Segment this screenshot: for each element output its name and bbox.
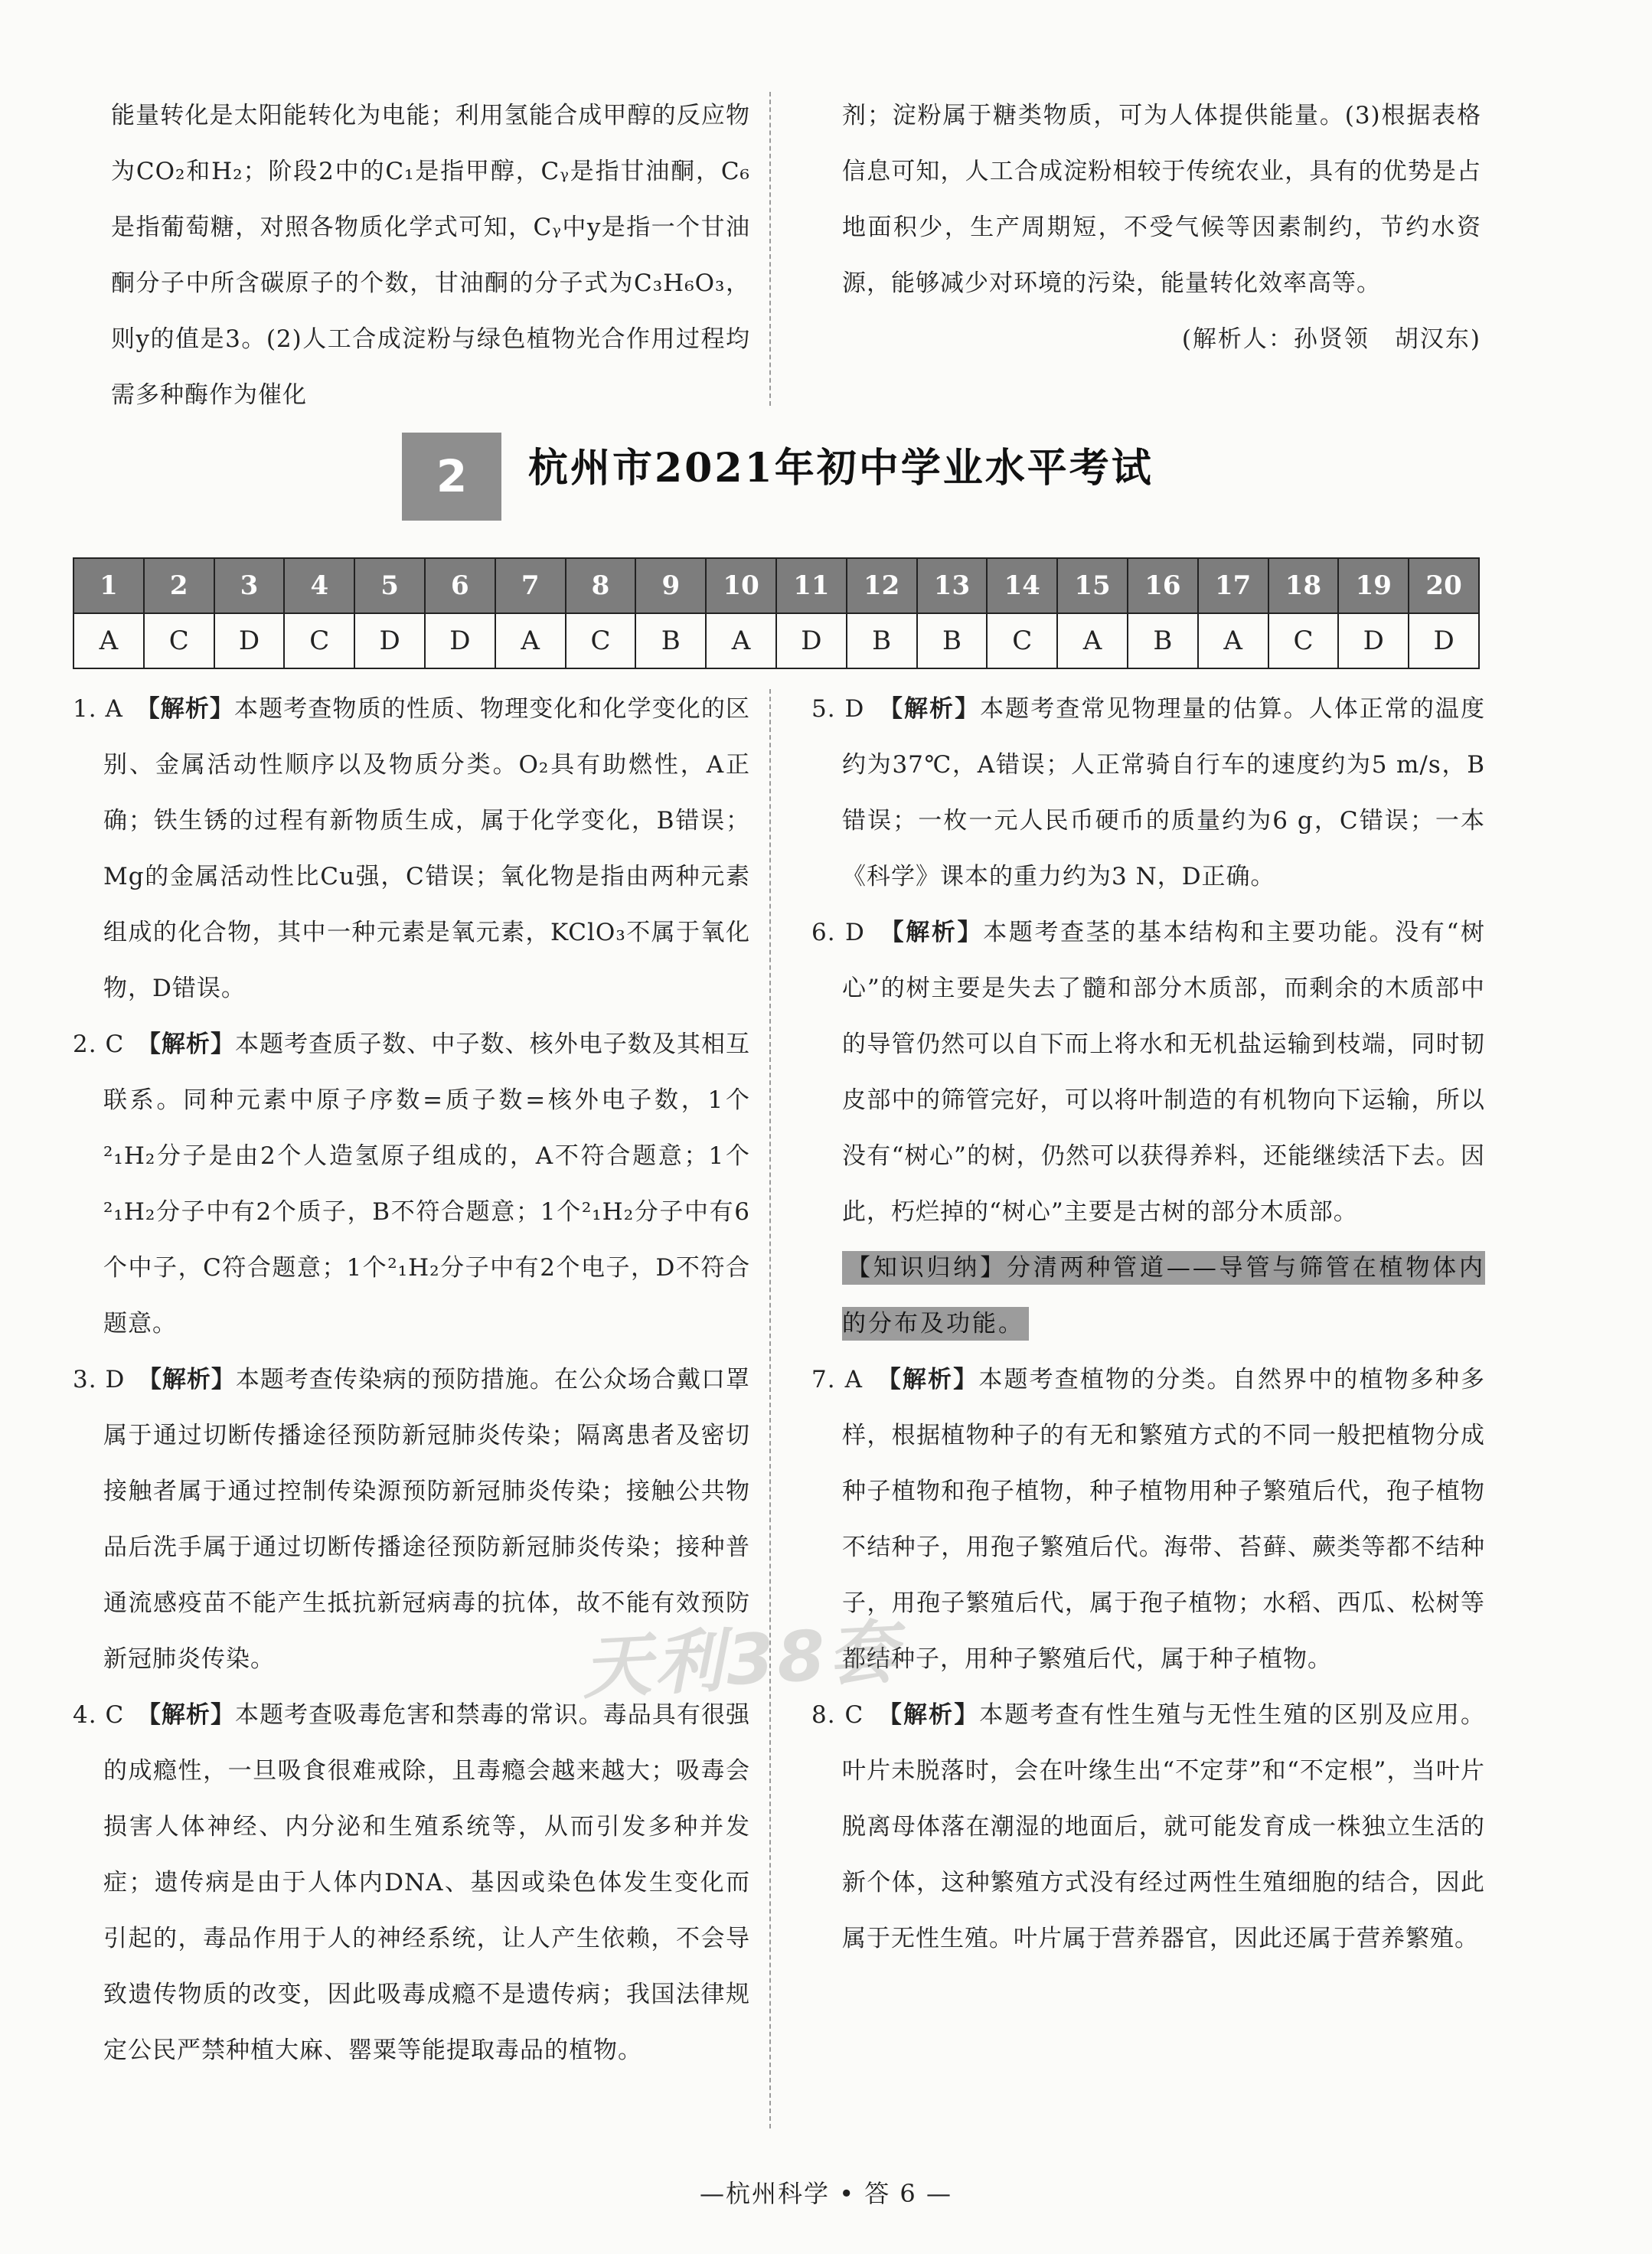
answer-number-cell: 14	[987, 558, 1057, 613]
answer-letter-cell: D	[214, 613, 285, 668]
answer-letter-cell: D	[776, 613, 847, 668]
answer-letter-cell: D	[354, 613, 425, 668]
answer-letter-cell: C	[284, 613, 354, 668]
answer-letter-cell: A	[495, 613, 566, 668]
question-4-analysis: 4. C 【解析】本题考查吸毒危害和禁毒的常识。毒品具有很强的成瘾性，一旦吸食很难戒除，且毒瘾会越来越大；吸毒会损害人体神经、内分泌和生殖系统等，从而引发多种并发症；遗传病是由于人体内DNA、基因或染色体发生变化而引起的，毒品作用于人的神经系统，让人产生依赖，不会导致遗传物质的改变，因此吸毒成瘾不是遗传病；我国法律规定公民严禁种植大麻、罂粟等能提取毒品的植物。	[73, 1701, 751, 2064]
answer-number-cell: 13	[917, 558, 988, 613]
analysis-credit: (解析人：孙贤领 胡汉东)	[1181, 325, 1481, 353]
answer-number-cell: 20	[1409, 558, 1479, 613]
section-title: 杭州市2021年初中学业水平考试	[528, 445, 1154, 492]
answer-letter-cell: A	[1198, 613, 1268, 668]
left-column	[73, 681, 750, 2079]
top-left-paragraph: 能量转化是太阳能转化为电能；利用氢能合成甲醇的反应物为CO₂和H₂；阶段2中的C₁是指甲醇，Cᵧ是指甘油酮，C₆是指葡萄糖，对照各物质化学式可知，Cᵧ中y是指一个甘油酮分子中所含碳原子的个数，甘油酮的分子式为C₃H₆O₃，则y的值是3。(2)人工合成淀粉与绿色植物光合作用过程均需多种酶作为催化	[111, 102, 750, 409]
column-divider-main	[769, 689, 771, 2128]
answer-number-cell: 10	[706, 558, 776, 613]
answer-letter-cell: A	[706, 613, 776, 668]
question-3-analysis: 3. D 【解析】本题考查传染病的预防措施。在公众场合戴口罩属于通过切断传播途径预防新冠肺炎传染；隔离患者及密切接触者属于通过控制传染源预防新冠肺炎传染；接触公共物品后洗手属于通过切断传播途径预防新冠肺炎传染；接种普通流感疫苗不能产生抵抗新冠病毒的抗体，故不能有效预防新冠肺炎传染。	[73, 1366, 750, 1673]
question-5-analysis: 5. D 【解析】本题考查常见物理量的估算。人体正常的温度约为37℃，A错误；人正常骑自行车的速度约为5 m/s，B错误；一枚一元人民币硬币的质量约为6 g，C错误；一本《科学》课本的重力约为3 N，D正确。	[811, 695, 1486, 890]
answer-number-cell: 8	[566, 558, 636, 613]
answer-number-cell: 6	[425, 558, 495, 613]
right-column	[811, 681, 1485, 1967]
answer-number-cell: 3	[214, 558, 285, 613]
answer-letter-cell: D	[425, 613, 495, 668]
question-2-analysis: 2. C 【解析】本题考查质子数、中子数、核外电子数及其相互联系。同种元素中原子序数=质子数=核外电子数，1个²₁H₂分子是由2个人造氢原子组成的，A不符合题意；1个²₁H₂分子中有2个质子，B不符合题意；1个²₁H₂分子中有6个中子，C符合题意；1个²₁H₂分子中有2个电子，D不符合题意。	[73, 1031, 751, 1338]
answer-key-table	[73, 557, 1480, 669]
answer-letter-cell: B	[917, 613, 988, 668]
answer-number-cell: 19	[1338, 558, 1409, 613]
top-right-paragraph: 剂；淀粉属于糖类物质，可为人体提供能量。(3)根据表格信息可知，人工合成淀粉相较于传统农业，具有的优势是占地面积少，生产周期短，不受气候等因素制约，节约水资源，能够减少对环境的污染，能量转化效率高等。	[842, 102, 1481, 297]
answer-letter-cell: A	[73, 613, 144, 668]
section-number-badge: 2	[402, 433, 501, 521]
answer-letter-cell: D	[1409, 613, 1479, 668]
answer-number-cell: 1	[73, 558, 144, 613]
answer-number-cell: 12	[847, 558, 917, 613]
answer-number-cell: 4	[284, 558, 354, 613]
question-1-analysis: 1. A 【解析】本题考查物质的性质、物理变化和化学变化的区别、金属活动性顺序以及物质分类。O₂具有助燃性，A正确；铁生锈的过程有新物质生成，属于化学变化，B错误；Mg的金属活动性比Cu强，C错误；氧化物是指由两种元素组成的化合物，其中一种元素是氧元素，KClO₃不属于氧化物，D错误。	[73, 695, 751, 1002]
answer-number-cell: 18	[1268, 558, 1339, 613]
question-6-analysis: 6. D 【解析】本题考查茎的基本结构和主要功能。没有“树心”的树主要是失去了髓和部分木质部，而剩余的木质部中的导管仍然可以自下而上将水和无机盐运输到枝端，同时韧皮部中的筛管完好，可以将叶制造的有机物向下运输，所以没有“树心”的树，仍然可以获得养料，还能继续活下去。因此，朽烂掉的“树心”主要是古树的部分木质部。	[811, 919, 1485, 1226]
top-right-column	[842, 88, 1481, 368]
answer-letter-cell: C	[144, 613, 214, 668]
answer-letter-cell: B	[847, 613, 917, 668]
answer-letter-cell: A	[1057, 613, 1128, 668]
publisher-watermark: 天利38套	[580, 1612, 903, 1709]
answer-number-cell: 7	[495, 558, 566, 613]
answer-table-number-row	[73, 558, 1479, 613]
page-footer: —杭州科学 • 答 6 —	[700, 2179, 952, 2208]
answer-letter-cell: C	[1268, 613, 1339, 668]
question-8-analysis: 8. C 【解析】本题考查有性生殖与无性生殖的区别及应用。叶片未脱落时，会在叶缘生出“不定芽”和“不定根”，当叶片脱离母体落在潮湿的地面后，就可能发育成一株独立生活的新个体，这种繁殖方式没有经过两性生殖细胞的结合，因此属于无性生殖。叶片属于营养器官，因此还属于营养繁殖。	[811, 1701, 1486, 1952]
answer-table-answer-row	[73, 613, 1479, 668]
answer-number-cell: 17	[1198, 558, 1268, 613]
answer-letter-cell: B	[1128, 613, 1198, 668]
answer-letter-cell: B	[635, 613, 706, 668]
knowledge-summary-box: 【知识归纳】分清两种管道——导管与筛管在植物体内的分布及功能。	[842, 1251, 1485, 1341]
answer-letter-cell: C	[566, 613, 636, 668]
answer-letter-cell: D	[1338, 613, 1409, 668]
answer-number-cell: 9	[635, 558, 706, 613]
answer-number-cell: 2	[144, 558, 214, 613]
answer-number-cell: 11	[776, 558, 847, 613]
answer-letter-cell: C	[987, 613, 1057, 668]
answer-number-cell: 16	[1128, 558, 1198, 613]
answer-number-cell: 15	[1057, 558, 1128, 613]
answer-number-cell: 5	[354, 558, 425, 613]
column-divider-top	[769, 92, 771, 406]
top-left-column	[111, 88, 750, 423]
question-7-analysis: 7. A 【解析】本题考查植物的分类。自然界中的植物多种多样，根据植物种子的有无和繁殖方式的不同一般把植物分成种子植物和孢子植物，种子植物用种子繁殖后代，孢子植物不结种子，用孢子繁殖后代。海带、苔藓、蕨类等都不结种子，用孢子繁殖后代，属于孢子植物；水稻、西瓜、松树等都结种子，用种子繁殖后代，属于种子植物。	[811, 1366, 1486, 1673]
knowledge-summary-wrap	[811, 1240, 1485, 1352]
